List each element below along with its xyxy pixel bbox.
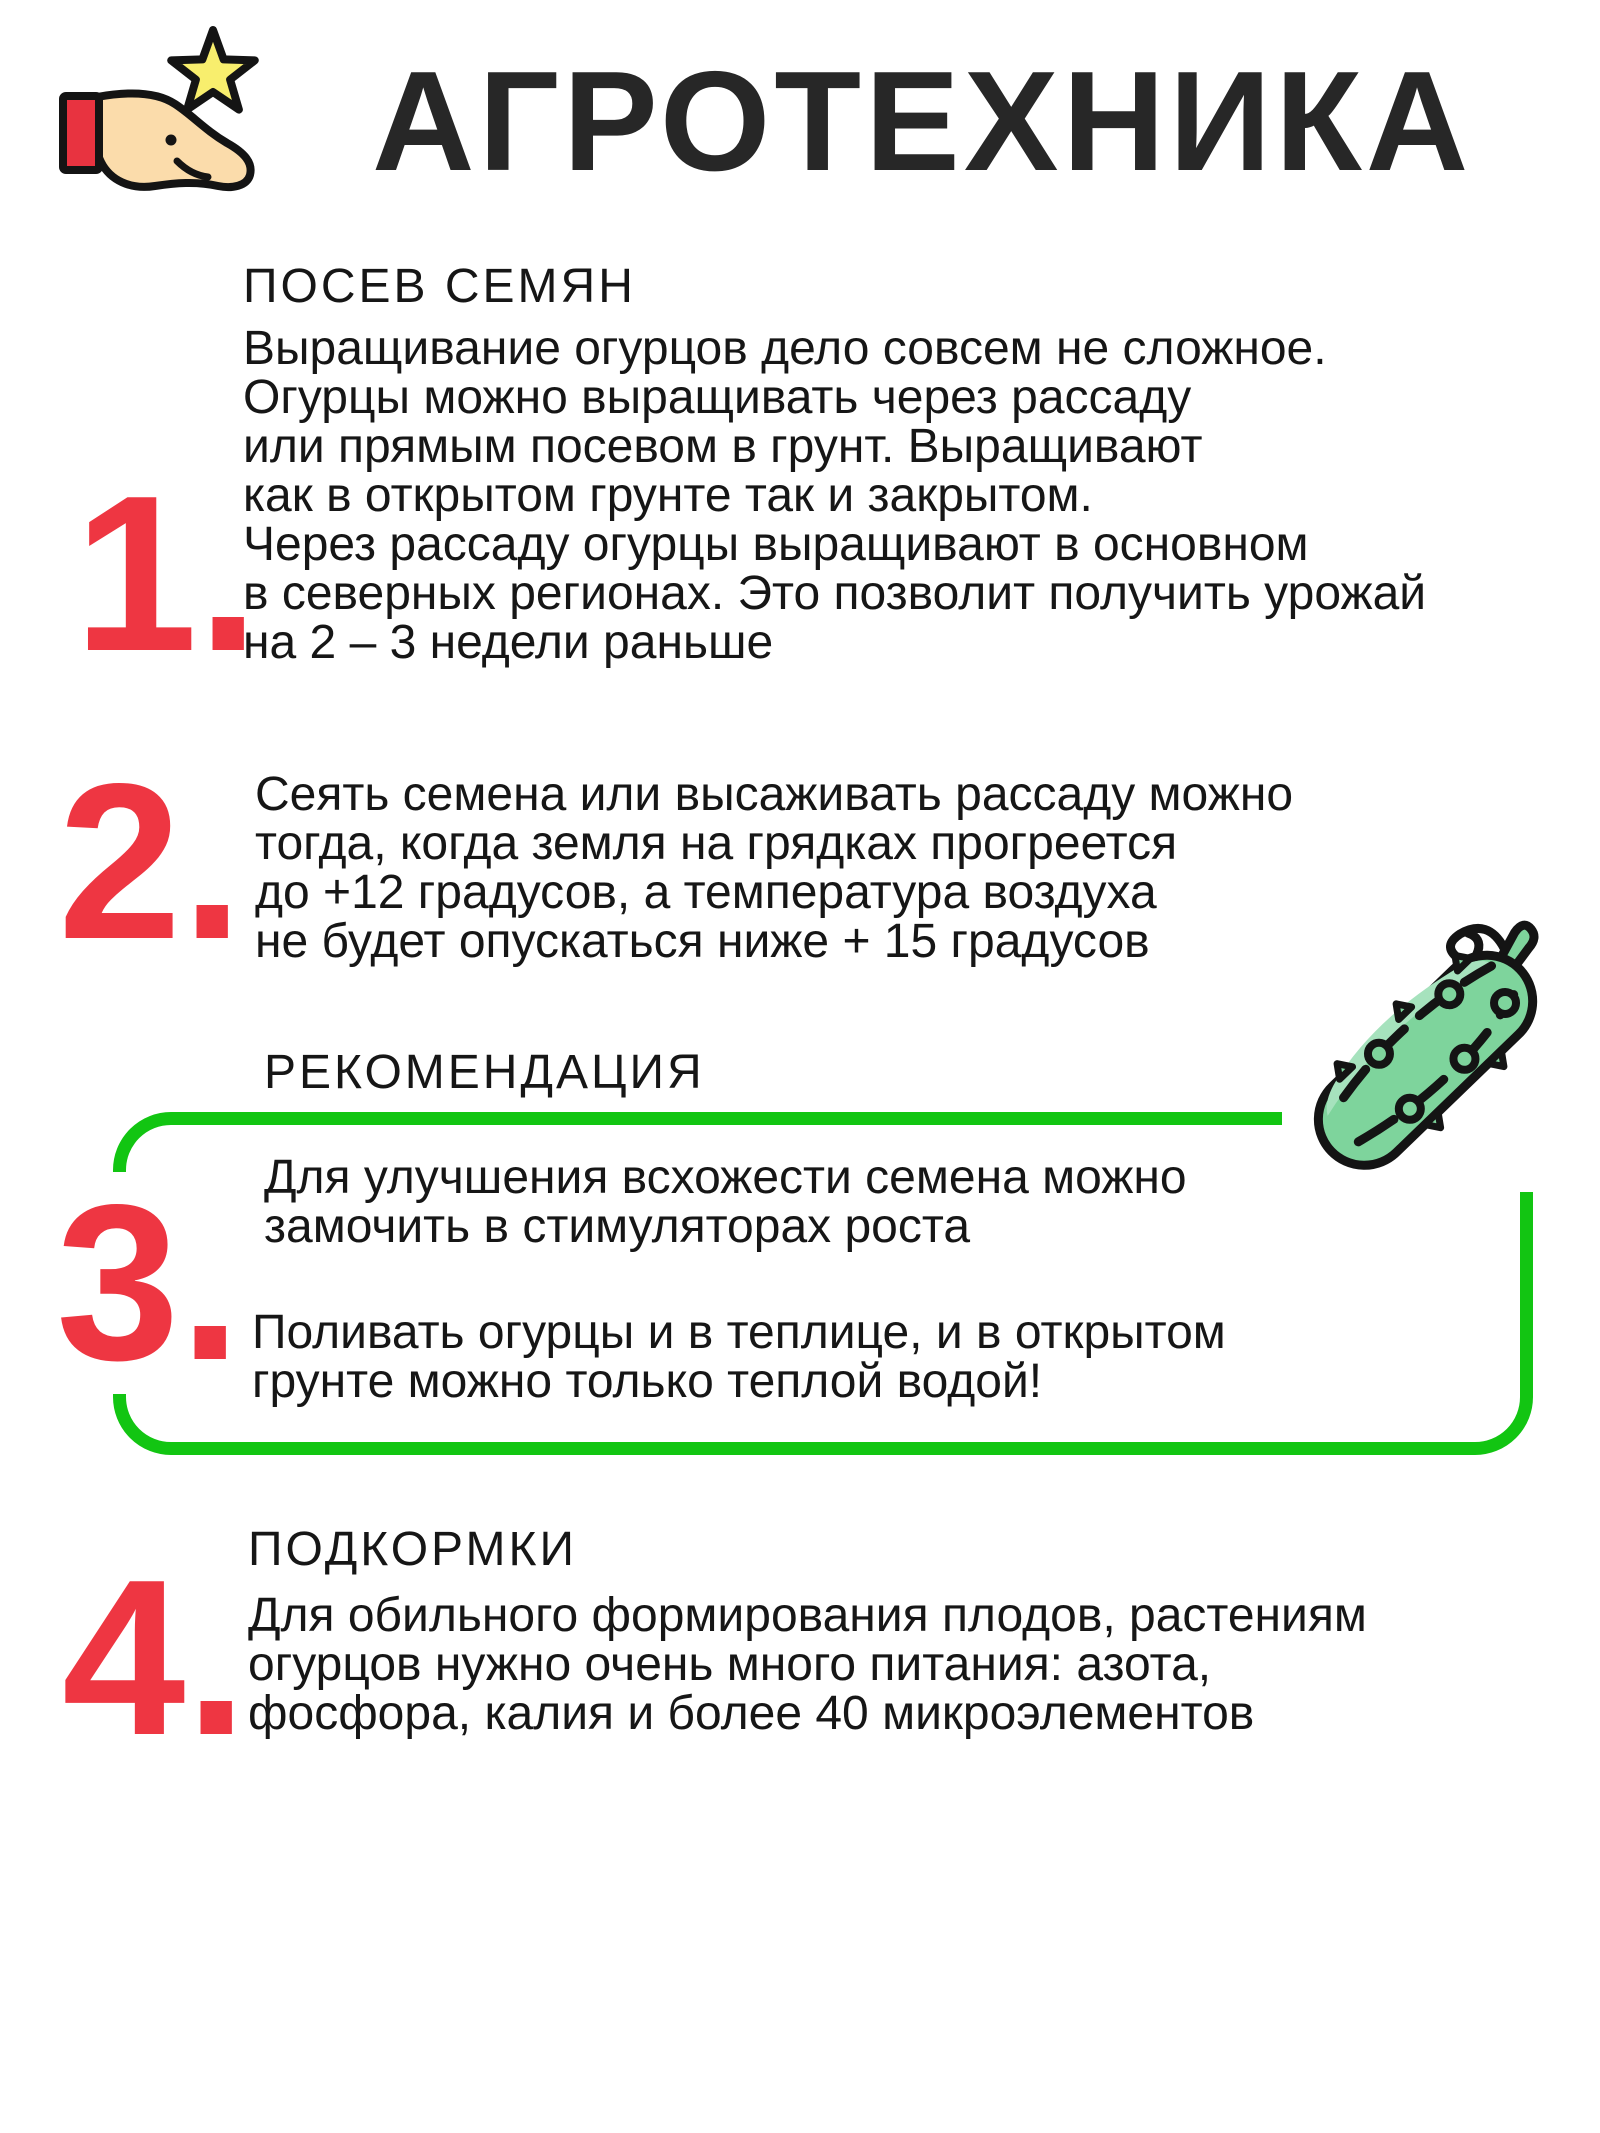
text-line: Огурцы можно выращивать через рассаду [243,371,1192,424]
text-line: на 2 – 3 недели раньше [243,616,774,669]
star-icon [171,30,255,110]
cucumber-icon [1282,886,1588,1192]
sleeve-cuff [63,96,99,170]
paragraph-sowing [243,324,1426,667]
step-number-1: 1. [74,450,260,698]
paragraph-planting-conditions [255,770,1293,966]
hand-offering-star-icon [55,22,270,207]
text-line: до +12 градусов, а температура воздуха [255,866,1157,919]
text-line: грунте можно только теплой водой! [252,1355,1043,1408]
text-line: или прямым посевом в грунт. Выращивают [243,420,1203,473]
text-line: Сеять семена или высаживать рассаду можно [255,768,1294,821]
paragraph-watering-warning [252,1308,1226,1406]
text-line: фосфора, калия и более 40 микроэлементов [248,1687,1255,1740]
section-heading-fertilizing: ПОДКОРМКИ [248,1523,577,1576]
text-line: не будет опускаться ниже + 15 градусов [255,915,1150,968]
step-number-2: 2. [58,738,244,986]
text-line: Для улучшения всхожести семена можно [264,1151,1187,1204]
section-heading-recommendation: РЕКОМЕНДАЦИЯ [264,1046,705,1099]
paragraph-recommendation [264,1153,1187,1251]
text-line: как в открытом грунте так и закрытом. [243,469,1093,522]
text-line: тогда, когда земля на грядках прогреется [255,817,1178,870]
text-line: Поливать огурцы и в теплице, и в открытом [252,1306,1226,1359]
section-heading-sowing: ПОСЕВ СЕМЯН [243,260,636,313]
text-line: в северных регионах. Это позволит получить урожай [243,567,1427,620]
text-line: огурцов нужно очень много питания: азота, [248,1638,1212,1691]
step-number-3: 3. [56,1172,257,1394]
text-line: Выращивание огурцов дело совсем не сложное. [243,322,1327,375]
text-line: Через рассаду огурцы выращивают в основном [243,518,1309,571]
paragraph-fertilizing [248,1591,1367,1738]
hand-star-svg [55,22,270,207]
text-line: замочить в стимуляторах роста [264,1200,971,1253]
knuckle-dot [166,135,177,146]
cucumber-illustration [1282,886,1588,1192]
step-number-4: 4. [62,1534,248,1782]
text-line: Для обильного формирования плодов, растениям [248,1589,1367,1642]
page-title: АГРОТЕХНИКА [372,42,1473,201]
